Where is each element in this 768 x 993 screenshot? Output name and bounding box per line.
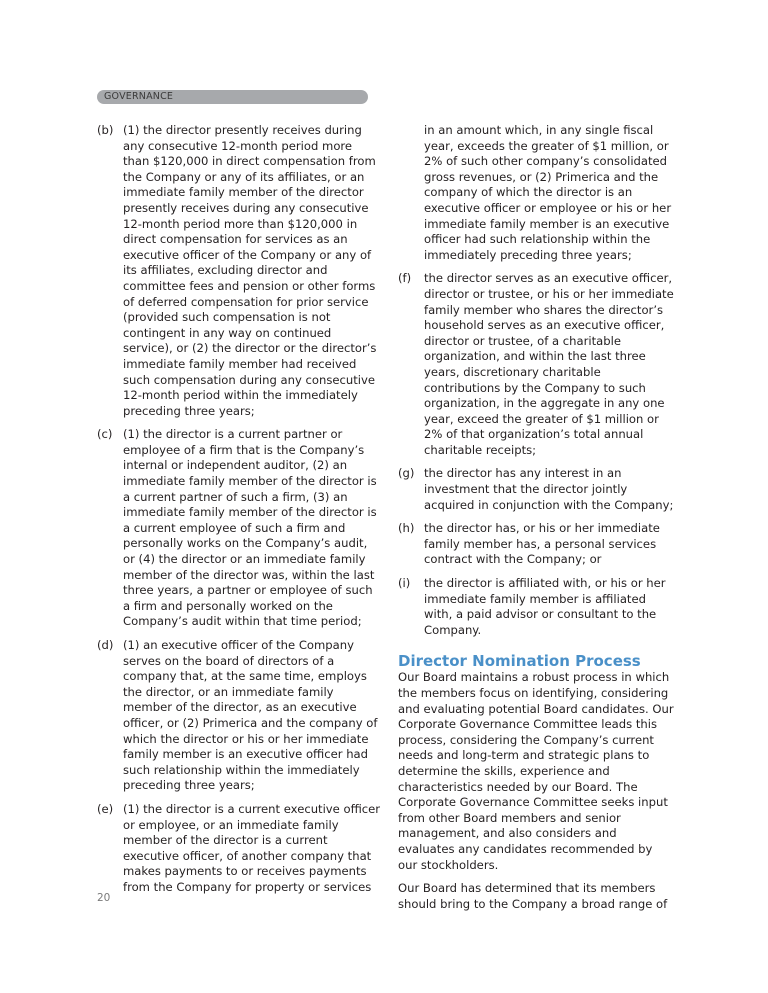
criteria-item <box>398 521 674 568</box>
criteria-item <box>398 576 674 638</box>
criteria-item <box>398 466 674 513</box>
item-label: (i) <box>398 576 411 591</box>
criteria-item <box>97 427 382 630</box>
item-text: (1) the director is a current partner or employee of a firm that is the Company’s internal or independent auditor, (2) an immediate family member of the director is a current partner of such a firm, (3) an immediate family member of the director is a current employee of such a firm and personally works on the Company’s audit, or (4) the director or an immediate family member of the director was, within the last three years, a partner or employee of such a firm and personally worked on the Company’s audit within that time period; <box>123 427 377 629</box>
criteria-item <box>97 123 382 419</box>
item-label: (f) <box>398 271 412 286</box>
section-header-bar <box>97 90 368 104</box>
item-label: (b) <box>97 123 114 137</box>
item-text: the director has any interest in an investment that the director jointly acquired in conjunction with the Company; <box>424 466 674 512</box>
criteria-item <box>97 802 382 896</box>
section-heading: Director Nomination Process <box>398 652 641 671</box>
criteria-item <box>398 271 674 458</box>
criteria-item <box>97 638 382 794</box>
item-text: the director serves as an executive officer, director or trustee, or his or her immediate family member who shares the director’s household serves as an executive officer, director or trustee, of a charitable organization, and within the last three years, discretionary charitable contributions by the Company to such organization, in the aggregate in any one year, exceed the greater of $1 million or 2% of that organization’s total annual charitable receipts; <box>424 271 674 457</box>
right-column <box>398 123 674 920</box>
item-text: (1) the director presently receives during any consecutive 12-month period more than $120,000 in direct compensation from the Company or any of its affiliates, or an immediate family member of the director presently receives during any consecutive 12-month period more than $120,000 in direct compensation for services as an executive officer of the Company or any of its affiliates, excluding director and committee fees and pension or other forms of deferred compensation for prior service (provided such compensation is not contingent in any way on continued service), or (2) the director or the director’s immediate family member had received such compensation during any consecutive 12-month period within the immediately preceding three years; <box>123 123 377 418</box>
item-label: (d) <box>97 638 114 652</box>
item-label: (e) <box>97 801 114 816</box>
paragraph: Our Board has determined that its members should bring to the Company a broad range of <box>398 881 668 911</box>
item-label: (c) <box>97 427 113 442</box>
item-text: (1) the director is a current executive officer or employee, or an immediate family member of the director is a current executive officer, of another company that makes payments to or receives payments from the Company for property or services <box>123 801 381 894</box>
item-label: (h) <box>398 521 415 536</box>
item-label: (g) <box>398 466 415 481</box>
item-text: the director has, or his or her immediate family member has, a personal services contract with the Company; or <box>424 521 660 567</box>
left-column <box>97 123 382 904</box>
item-continuation: in an amount which, in any single fiscal year, exceeds the greater of $1 million, or 2% of such other company’s consolidated gross revenues, or (2) Primerica and the company of which the director is an executive officer or employee or his or her immediate family member is an executive officer had such relationship within the immediately preceding three years; <box>424 123 672 262</box>
item-text: the director is affiliated with, or his or her immediate family member is affiliated with, a paid advisor or consultant to the Company. <box>424 576 666 637</box>
item-text: (1) an executive officer of the Company serves on the board of directors of a company that, at the same time, employs the director, or an immediate family member of the director, as an executive officer, or (2) Primerica and the company of which the director or his or her immediate family member is an executive officer had such relationship within the immediately preceding three years; <box>123 638 378 793</box>
page-number: 20 <box>97 892 111 904</box>
paragraph: Our Board maintains a robust process in which the members focus on identifying, considering and evaluating potential Board candidates. Our Corporate Governance Committee leads this process, considering the Company’s current needs and long-term and strategic plans to determine the skills, experience and characteristics needed by our Board. The Corporate Governance Committee seeks input from other Board members and senior management, and also considers and evaluates any candidates recommended by our stockholders. <box>398 670 674 872</box>
section-title: GOVERNANCE <box>104 91 174 102</box>
